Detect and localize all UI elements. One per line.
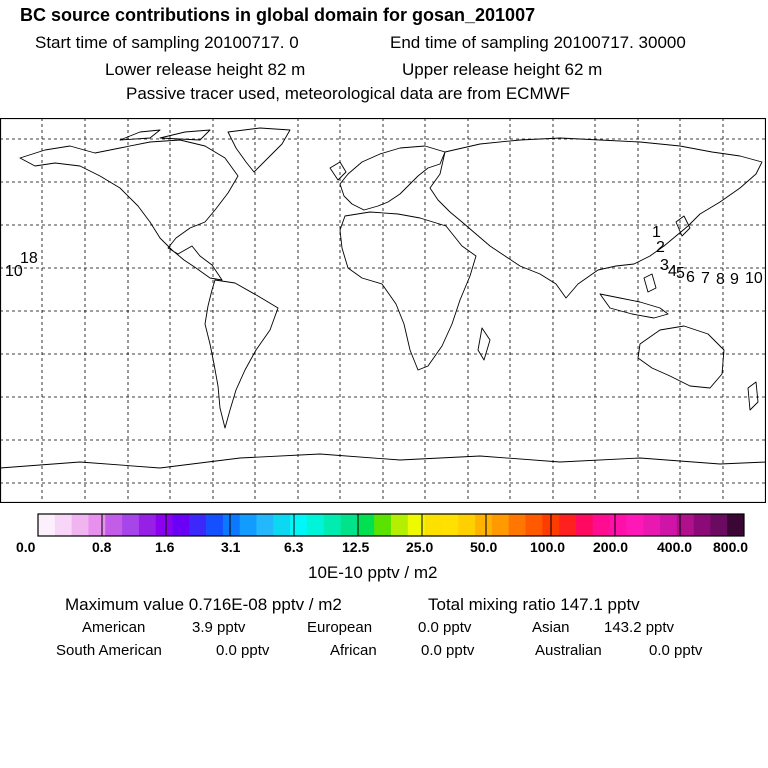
wrap-label: 18 <box>20 250 38 267</box>
colorbar-cell <box>105 514 122 536</box>
colorbar-cell <box>206 514 223 536</box>
colorbar-cell <box>492 514 509 536</box>
colorbar-cell <box>38 514 55 536</box>
traj-label: 9 <box>730 271 739 288</box>
tracer-note-text: Passive tracer used, meteorological data are from ECMWF <box>126 84 571 103</box>
colorbar-cell <box>727 514 744 536</box>
colorbar-cell <box>189 514 206 536</box>
region-name-south-american: South American <box>56 642 162 659</box>
region-value-african: 0.0 pptv <box>421 642 475 659</box>
cb-tick-label: 3.1 <box>221 539 241 555</box>
colorbar-cell <box>677 514 694 536</box>
traj-label: 5 <box>676 265 685 282</box>
start-time-text: Start time of sampling 20100717. 0 <box>35 33 299 52</box>
cb-tick-label: 0.8 <box>92 539 112 555</box>
end-time-text: End time of sampling 20100717. 30000 <box>390 33 686 52</box>
plot-title: BC source contributions in global domain for gosan_201007 <box>20 5 536 25</box>
total-mixing-ratio-text: Total mixing ratio 147.1 pptv <box>428 595 640 614</box>
colorbar-cells <box>38 514 744 536</box>
region-value-asian: 143.2 pptv <box>604 619 675 636</box>
cb-tick-label: 200.0 <box>593 539 629 555</box>
colorbar-cell <box>290 514 307 536</box>
colorbar-units: 10E-10 pptv / m2 <box>308 563 438 582</box>
colorbar-cell <box>88 514 105 536</box>
upper-release-text: Upper release height 62 m <box>402 60 603 79</box>
colorbar-cell <box>273 514 290 536</box>
colorbar-cell <box>475 514 492 536</box>
colorbar-cell <box>240 514 257 536</box>
colorbar-cell <box>374 514 391 536</box>
traj-label: 2 <box>656 239 665 256</box>
cb-tick-label: 100.0 <box>530 539 566 555</box>
colorbar-cell <box>122 514 139 536</box>
cb-tick-label: 800.0 <box>713 539 749 555</box>
cb-tick-label: 0.0 <box>16 539 36 555</box>
colorbar-cell <box>441 514 458 536</box>
region-name-asian: Asian <box>532 619 570 636</box>
region-value-south-american: 0.0 pptv <box>216 642 270 659</box>
region-name-american: American <box>82 619 146 636</box>
colorbar-cell <box>341 514 358 536</box>
colorbar-cell <box>307 514 324 536</box>
lower-release-text: Lower release height 82 m <box>105 60 306 79</box>
colorbar-cell <box>223 514 240 536</box>
traj-label: 7 <box>701 270 710 287</box>
colorbar-cell <box>324 514 341 536</box>
colorbar-cell <box>55 514 72 536</box>
cb-tick-label: 12.5 <box>342 539 370 555</box>
colorbar-cell <box>660 514 677 536</box>
traj-label: 8 <box>716 271 725 288</box>
region-name-african: African <box>330 642 377 659</box>
colorbar-cell <box>643 514 660 536</box>
colorbar-cell <box>156 514 173 536</box>
cb-tick-label: 6.3 <box>284 539 304 555</box>
colorbar-cell <box>425 514 442 536</box>
traj-label: 10 <box>745 270 763 287</box>
cb-tick-label: 1.6 <box>155 539 175 555</box>
traj-label: 1 <box>652 224 661 241</box>
cb-tick-label: 25.0 <box>406 539 434 555</box>
region-value-american: 3.9 pptv <box>192 619 246 636</box>
colorbar-cell <box>458 514 475 536</box>
colorbar-cell <box>509 514 526 536</box>
colorbar-cell <box>576 514 593 536</box>
region-value-european: 0.0 pptv <box>418 619 472 636</box>
region-name-european: European <box>307 619 373 636</box>
colorbar-cell <box>593 514 610 536</box>
traj-label: 3 <box>660 257 669 274</box>
world-map <box>0 118 766 503</box>
colorbar-cell <box>626 514 643 536</box>
colorbar-cell <box>357 514 374 536</box>
colorbar-cell <box>559 514 576 536</box>
colorbar-cell <box>525 514 542 536</box>
colorbar-cell <box>172 514 189 536</box>
maximum-value-text: Maximum value 0.716E-08 pptv / m2 <box>65 595 342 614</box>
colorbar-cell <box>694 514 711 536</box>
wrap-label: 10 <box>5 263 23 280</box>
colorbar-cell <box>610 514 627 536</box>
colorbar-cell <box>710 514 727 536</box>
colorbar-cell <box>391 514 408 536</box>
traj-label: 6 <box>686 269 695 286</box>
region-value-australian: 0.0 pptv <box>649 642 703 659</box>
colorbar-cell <box>257 514 274 536</box>
cb-tick-label: 50.0 <box>470 539 498 555</box>
region-name-australian: Australian <box>535 642 602 659</box>
traj-label: 4 <box>668 263 677 280</box>
colorbar-cell <box>72 514 89 536</box>
cb-tick-label: 400.0 <box>657 539 693 555</box>
colorbar-cell <box>139 514 156 536</box>
